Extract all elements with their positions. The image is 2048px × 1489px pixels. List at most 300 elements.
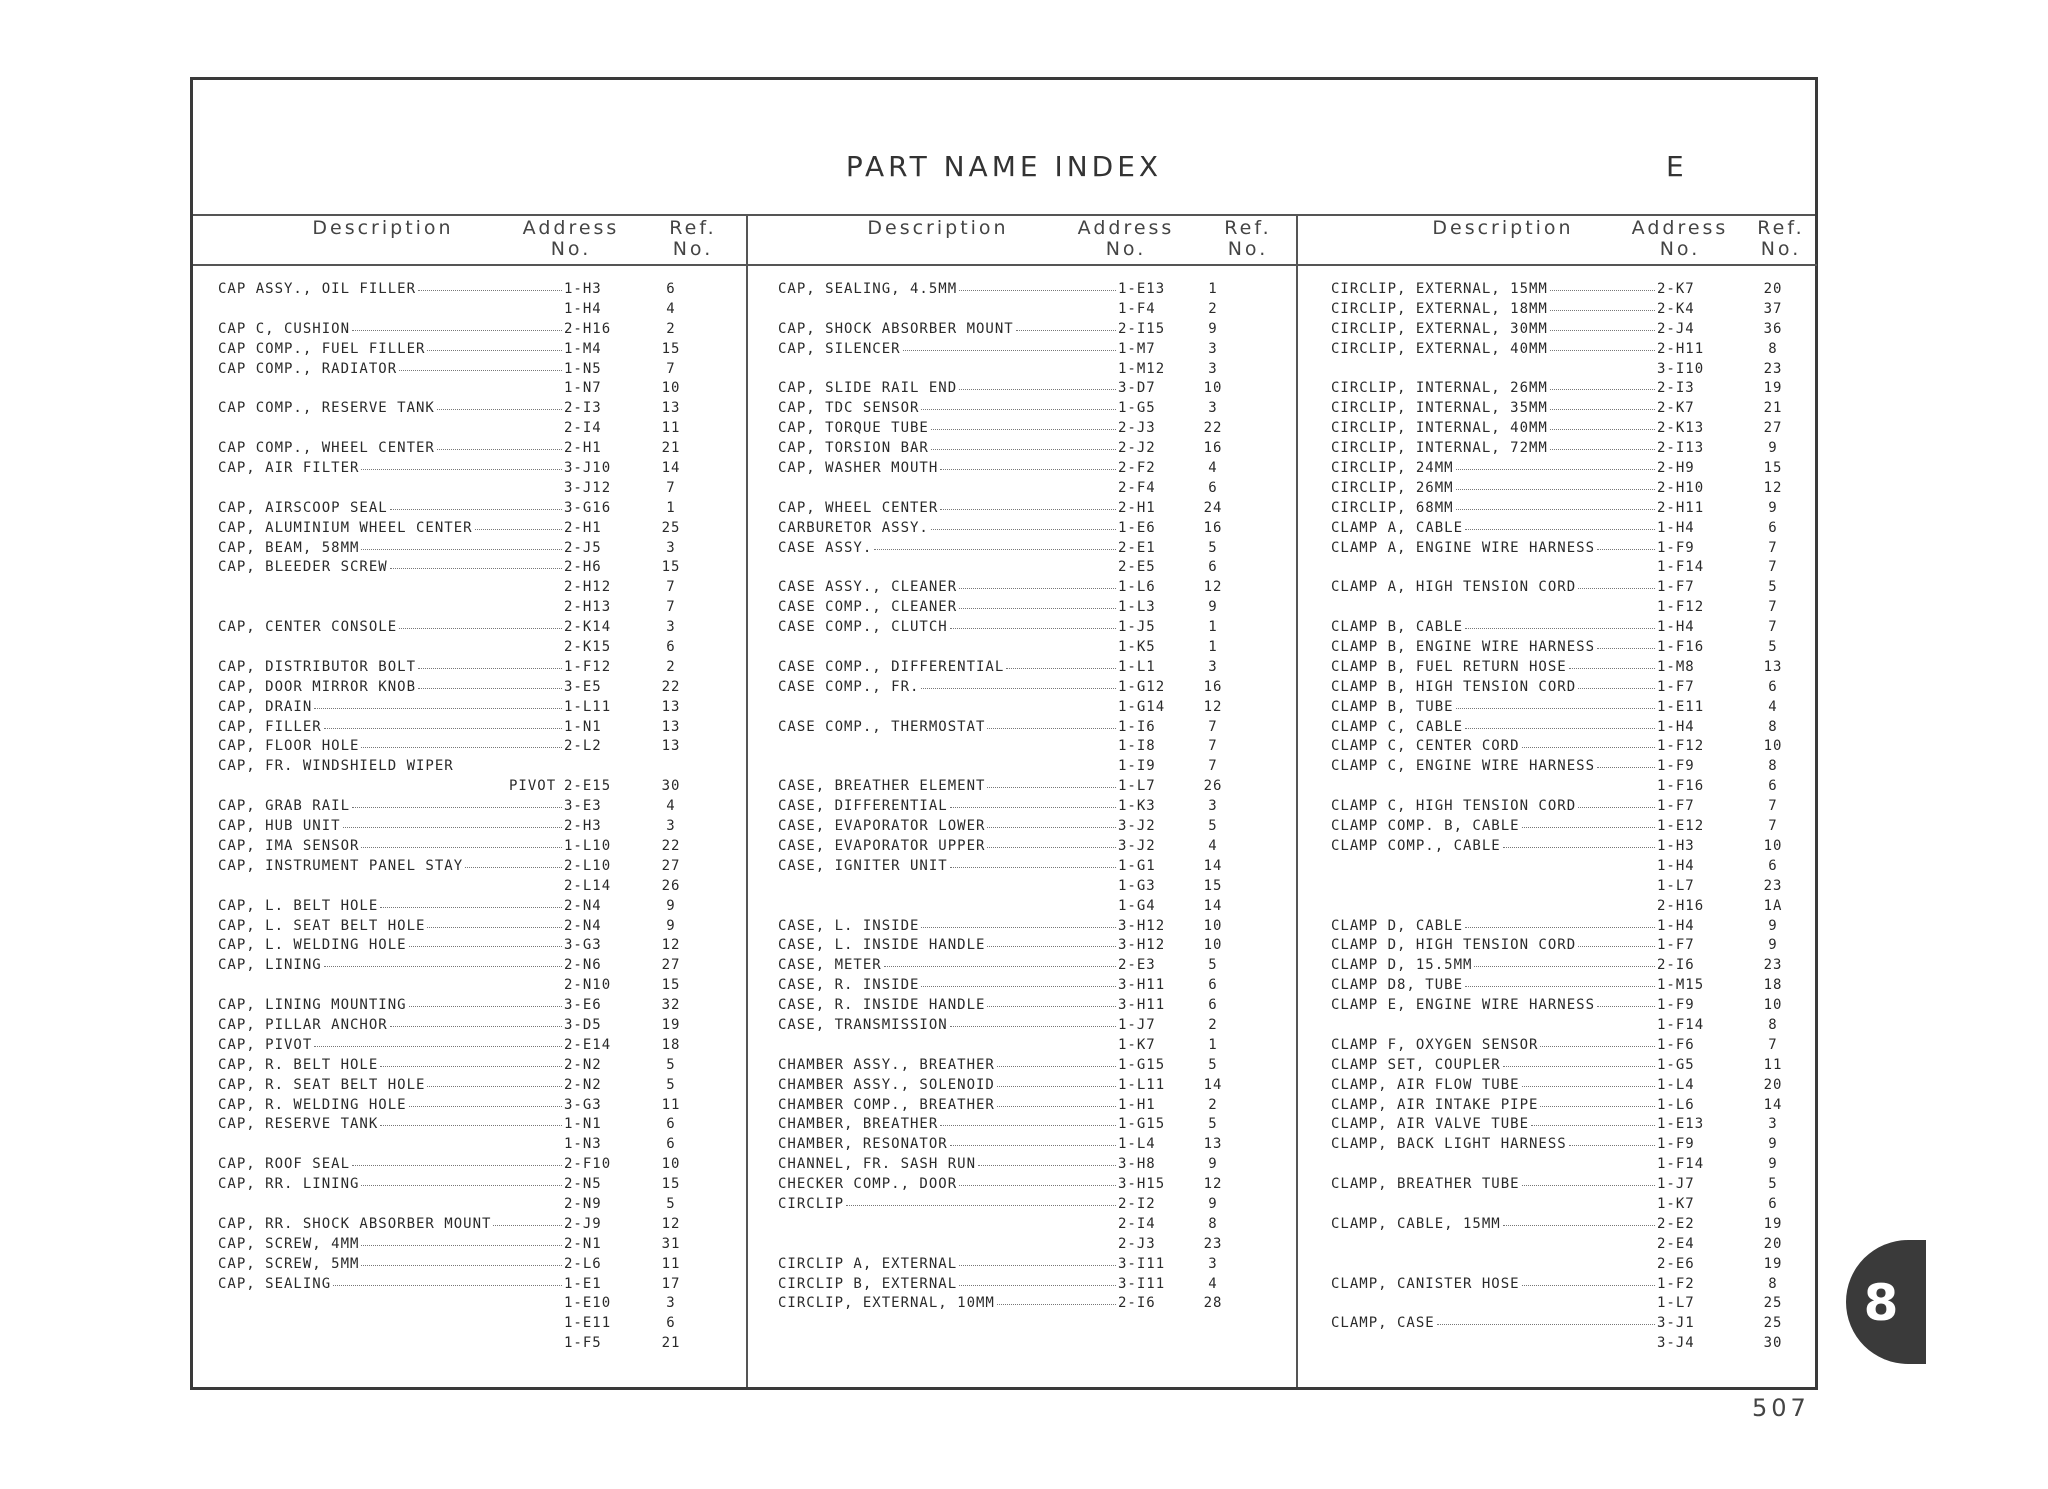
part-description: CAP ASSY., OIL FILLER: [218, 281, 417, 297]
address-number: 1-G12: [1118, 678, 1166, 695]
index-row: [1298, 857, 1817, 877]
index-row: [1298, 996, 1817, 1016]
ref-number: 9: [666, 897, 676, 914]
index-row: [193, 638, 746, 658]
index-row: [748, 737, 1298, 757]
part-description: CHAMBER ASSY., BREATHER: [778, 1056, 995, 1073]
index-row: [193, 479, 746, 499]
address-number: 1-F7: [1657, 798, 1695, 815]
part-description: CIRCLIP: [778, 1195, 845, 1212]
ref-number: 15: [1763, 460, 1783, 477]
index-row: [1298, 1215, 1817, 1235]
ref-number: 37: [1763, 300, 1783, 317]
address-number: 3-H8: [1118, 1156, 1156, 1173]
ref-number: 2: [666, 320, 676, 337]
ref-number: 9: [1208, 1156, 1218, 1173]
dot-leader: [959, 1265, 1116, 1266]
dot-leader: [390, 1026, 562, 1027]
dot-leader: [1550, 409, 1655, 410]
dot-leader: [1550, 389, 1655, 390]
dot-leader: [940, 469, 1116, 470]
part-description: CASE, IGNITER UNIT: [778, 857, 948, 874]
index-row: [748, 479, 1298, 499]
part-description: CLAMP B, TUBE: [1331, 698, 1454, 715]
address-number: 1-L6: [1657, 1096, 1695, 1113]
ref-header: Ref. No.: [1224, 217, 1272, 260]
part-description: CLAMP C, CABLE: [1331, 718, 1464, 735]
address-number: 2-E14: [564, 1036, 612, 1053]
ref-number: 20: [1763, 1235, 1783, 1252]
part-description: CAP, SHOCK ABSORBER MOUNT: [778, 320, 1014, 337]
address-number: 1-L4: [1657, 1076, 1695, 1093]
ref-number: 28: [1203, 1295, 1223, 1312]
ref-number: 5: [1208, 957, 1218, 974]
address-number: 1-K7: [1657, 1195, 1695, 1212]
index-row: [193, 1115, 746, 1135]
address-number: 2-E3: [1118, 957, 1156, 974]
address-number: 1-F9: [1657, 539, 1695, 556]
address-number: 1-G15: [1118, 1056, 1166, 1073]
ref-number: 27: [1763, 420, 1783, 437]
ref-number: 9: [1208, 599, 1218, 616]
address-number: 1-G15: [1118, 1116, 1166, 1133]
dot-leader: [1456, 489, 1655, 490]
ref-number: 19: [661, 1016, 681, 1033]
description-header: Description: [867, 217, 1009, 239]
ref-number: 10: [661, 1156, 681, 1173]
dot-leader: [978, 1165, 1116, 1166]
dot-leader: [1522, 827, 1655, 828]
ref-number: 19: [1763, 1215, 1783, 1232]
dot-leader: [427, 1086, 562, 1087]
index-row: [748, 976, 1298, 996]
part-description: CASE COMP., CLUTCH: [778, 619, 948, 636]
address-number: 1-F16: [1657, 778, 1705, 795]
address-number: 1-L4: [1118, 1136, 1156, 1153]
address-number: 1-I9: [1118, 758, 1156, 775]
part-description: CLAMP B, ENGINE WIRE HARNESS: [1331, 639, 1596, 656]
ref-number: 13: [1763, 658, 1783, 675]
index-row: [1298, 419, 1817, 439]
ref-number: 7: [1768, 539, 1778, 556]
address-number: 2-E1: [1118, 539, 1156, 556]
index-row: [193, 578, 746, 598]
address-number: 2-H16: [564, 320, 612, 337]
index-row: [193, 698, 746, 718]
part-description: CAP, TDC SENSOR: [778, 400, 920, 417]
address-number: 1-J7: [1118, 1016, 1156, 1033]
ref-number: 5: [1768, 1176, 1778, 1193]
ref-number: 3: [1208, 658, 1218, 675]
ref-number: 3: [666, 1295, 676, 1312]
dot-leader: [1550, 350, 1655, 351]
index-row: [1298, 1255, 1817, 1275]
dot-leader: [1578, 588, 1655, 589]
part-description: CAP, IMA SENSOR: [218, 837, 360, 854]
index-row: [748, 499, 1298, 519]
part-description: CASE ASSY.: [778, 539, 873, 556]
ref-number: 9: [1768, 917, 1778, 934]
ref-number: 13: [661, 698, 681, 715]
index-row: [748, 539, 1298, 559]
address-number: 3-E5: [564, 678, 602, 695]
ref-number: 9: [1768, 1156, 1778, 1173]
address-number: 1-F14: [1657, 1016, 1705, 1033]
part-description: CLAMP D, HIGH TENSION CORD: [1331, 937, 1577, 954]
part-description: CAP COMP., FUEL FILLER: [218, 340, 426, 357]
dot-leader: [1550, 290, 1655, 291]
address-number: 1-E12: [1657, 818, 1705, 835]
index-row: [1298, 817, 1817, 837]
index-row: [193, 300, 746, 320]
ref-number: 17: [661, 1275, 681, 1292]
part-description: CAP, ROOF SEAL: [218, 1156, 351, 1173]
address-number: 1-F16: [1657, 639, 1705, 656]
index-row: [193, 1294, 746, 1314]
part-description: CLAMP, BACK LIGHT HARNESS: [1331, 1136, 1567, 1153]
ref-number: 25: [1763, 1315, 1783, 1332]
dot-leader: [1456, 708, 1655, 709]
ref-number: 36: [1763, 320, 1783, 337]
index-row: [193, 1076, 746, 1096]
address-number: 2-N2: [564, 1076, 602, 1093]
dot-leader: [399, 628, 562, 629]
ref-number: 9: [1208, 1195, 1218, 1212]
ref-number: 12: [1203, 698, 1223, 715]
index-row: [748, 1195, 1298, 1215]
address-number: 2-I4: [564, 420, 602, 437]
dot-leader: [333, 1285, 562, 1286]
dot-leader: [1465, 927, 1655, 928]
ref-number: 4: [1208, 460, 1218, 477]
dot-leader: [959, 608, 1116, 609]
dot-leader: [921, 409, 1116, 410]
part-description: CIRCLIP, 26MM: [1331, 479, 1454, 496]
index-row: [193, 1215, 746, 1235]
dot-leader: [921, 688, 1116, 689]
part-description: CAP, L. BELT HOLE: [218, 897, 379, 914]
dot-leader: [1540, 1106, 1655, 1107]
ref-number: 11: [661, 420, 681, 437]
address-number: 2-H1: [564, 519, 602, 536]
index-row: [1298, 379, 1817, 399]
dot-leader: [959, 1185, 1116, 1186]
ref-number: 8: [1208, 1215, 1218, 1232]
address-number: 1-E1: [564, 1275, 602, 1292]
part-description: CAP, AIRSCOOP SEAL: [218, 499, 388, 516]
ref-number: 10: [1763, 738, 1783, 755]
part-description: CAP, SILENCER: [778, 340, 901, 357]
address-number: 3-J2: [1118, 837, 1156, 854]
part-description: CAP, R. SEAT BELT HOLE: [218, 1076, 426, 1093]
address-number: 1-H4: [1657, 917, 1695, 934]
address-number: 3-J4: [1657, 1335, 1695, 1352]
ref-number: 6: [1768, 678, 1778, 695]
part-description: CAP, PILLAR ANCHOR: [218, 1016, 388, 1033]
ref-number: 5: [1208, 1116, 1218, 1133]
page-number: 507: [1752, 1394, 1810, 1422]
dot-leader: [884, 966, 1116, 967]
part-description: CASE COMP., CLEANER: [778, 599, 958, 616]
dot-leader: [846, 1205, 1116, 1206]
address-number: 1-F9: [1657, 758, 1695, 775]
index-row: [193, 897, 746, 917]
address-number: 1-M15: [1657, 977, 1705, 994]
ref-number: 7: [666, 360, 676, 377]
ref-number: 19: [1763, 1255, 1783, 1272]
index-row: [1298, 1314, 1817, 1334]
ref-number: 8: [1768, 718, 1778, 735]
ref-number: 4: [1208, 1275, 1218, 1292]
ref-number: 13: [661, 738, 681, 755]
ref-number: 23: [1763, 360, 1783, 377]
ref-number: 5: [1768, 579, 1778, 596]
part-description: CAP, SCREW, 4MM: [218, 1235, 360, 1252]
ref-number: 12: [1203, 579, 1223, 596]
index-row: [1298, 837, 1817, 857]
address-number: 1-L3: [1118, 599, 1156, 616]
ref-number: 14: [1763, 1096, 1783, 1113]
ref-number: 13: [661, 400, 681, 417]
part-description: CIRCLIP, EXTERNAL, 40MM: [1331, 340, 1548, 357]
ref-number: 8: [1768, 340, 1778, 357]
address-number: 2-H11: [1657, 499, 1705, 516]
address-number: 2-N5: [564, 1176, 602, 1193]
address-number: 2-K15: [564, 639, 612, 656]
dot-leader: [1465, 529, 1655, 530]
index-row: [1298, 1195, 1817, 1215]
index-row: [1298, 1155, 1817, 1175]
part-description-continued: PIVOT: [509, 778, 557, 795]
ref-number: 7: [1208, 758, 1218, 775]
part-description: CAP C, CUSHION: [218, 320, 351, 337]
dot-leader: [1569, 1145, 1655, 1146]
address-number: 1-F2: [1657, 1275, 1695, 1292]
part-description: CAP, BEAM, 58MM: [218, 539, 360, 556]
part-description: CLAMP A, HIGH TENSION CORD: [1331, 579, 1577, 596]
part-description: CAP, SCREW, 5MM: [218, 1255, 360, 1272]
address-number: 2-F2: [1118, 460, 1156, 477]
index-row: [1298, 499, 1817, 519]
index-row: [748, 777, 1298, 797]
index-row: [748, 956, 1298, 976]
ref-number: 1: [1208, 619, 1218, 636]
ref-number: 7: [1768, 818, 1778, 835]
address-number: 1-M4: [564, 340, 602, 357]
dot-leader: [987, 946, 1116, 947]
address-header: Address No.: [522, 217, 620, 260]
ref-number: 9: [666, 917, 676, 934]
index-row: [1298, 1115, 1817, 1135]
ref-number: 27: [661, 957, 681, 974]
address-number: 1-L10: [564, 837, 612, 854]
index-row: [193, 1175, 746, 1195]
part-description: CIRCLIP, 24MM: [1331, 460, 1454, 477]
dot-leader: [987, 728, 1116, 729]
dot-leader: [1550, 330, 1655, 331]
index-row: [748, 519, 1298, 539]
dot-leader: [997, 1106, 1116, 1107]
index-row: [1298, 1294, 1817, 1314]
index-row: [1298, 678, 1817, 698]
address-number: 3-H12: [1118, 917, 1166, 934]
dot-leader: [959, 1285, 1116, 1286]
part-description: CHAMBER COMP., BREATHER: [778, 1096, 995, 1113]
dot-leader: [1578, 946, 1655, 947]
address-number: 1-F14: [1657, 559, 1705, 576]
address-number: 2-I4: [1118, 1215, 1156, 1232]
address-number: 1-N5: [564, 360, 602, 377]
dot-leader: [1503, 847, 1655, 848]
ref-number: 5: [1208, 539, 1218, 556]
index-row: [1298, 578, 1817, 598]
part-description: CASE, METER: [778, 957, 882, 974]
address-number: 3-E3: [564, 798, 602, 815]
address-number: 1-H4: [1657, 857, 1695, 874]
index-row: [193, 956, 746, 976]
ref-number: 5: [666, 1076, 676, 1093]
page-title: PART NAME INDEX: [845, 150, 1163, 183]
address-number: 3-I11: [1118, 1275, 1166, 1292]
address-number: 1-M12: [1118, 360, 1166, 377]
address-number: 1-E10: [564, 1295, 612, 1312]
dot-leader: [987, 847, 1116, 848]
index-row: [193, 439, 746, 459]
index-row: [748, 280, 1298, 300]
section-tab: [1846, 1240, 1926, 1364]
part-description: CASE, EVAPORATOR LOWER: [778, 818, 986, 835]
address-number: 1-E13: [1118, 281, 1166, 297]
index-row: [1298, 737, 1817, 757]
address-number: 2-N9: [564, 1195, 602, 1212]
ref-number: 12: [1203, 1176, 1223, 1193]
ref-number: 22: [661, 837, 681, 854]
ref-number: 4: [666, 300, 676, 317]
ref-number: 9: [1768, 499, 1778, 516]
address-number: 2-N4: [564, 917, 602, 934]
section-tab-number: 8: [1863, 1274, 1899, 1332]
part-description: CAP, TORQUE TUBE: [778, 420, 929, 437]
part-description: CLAMP D, 15.5MM: [1331, 957, 1473, 974]
address-number: 1-F7: [1657, 678, 1695, 695]
index-row: [748, 459, 1298, 479]
index-row: [193, 777, 746, 797]
ref-number: 22: [1203, 420, 1223, 437]
ref-number: 4: [666, 798, 676, 815]
ref-number: 3: [666, 619, 676, 636]
part-description: CLAMP COMP. B, CABLE: [1331, 818, 1520, 835]
index-row: [748, 857, 1298, 877]
index-row: [193, 459, 746, 479]
dot-leader: [931, 449, 1116, 450]
ref-number: 14: [1203, 857, 1223, 874]
ref-number: 3: [1208, 400, 1218, 417]
index-row: [748, 897, 1298, 917]
dot-leader: [987, 1006, 1116, 1007]
index-row: [1298, 618, 1817, 638]
index-row: [193, 320, 746, 340]
part-description: CAP, FILLER: [218, 718, 322, 735]
index-row: [748, 1056, 1298, 1076]
address-number: 2-E15: [564, 778, 612, 795]
index-row: [193, 1056, 746, 1076]
part-description: CLAMP B, CABLE: [1331, 619, 1464, 636]
index-row: [1298, 1235, 1817, 1255]
address-number: 1-F12: [1657, 599, 1705, 616]
dot-leader: [418, 290, 562, 291]
part-description: CASE, TRANSMISSION: [778, 1016, 948, 1033]
ref-number: 3: [1208, 1255, 1218, 1272]
index-row: [1298, 877, 1817, 897]
ref-number: 10: [1203, 917, 1223, 934]
index-row: [748, 1294, 1298, 1314]
dot-leader: [475, 529, 562, 530]
description-header: Description: [1432, 217, 1574, 239]
index-row: [748, 718, 1298, 738]
dot-leader: [1503, 1225, 1655, 1226]
ref-number: 14: [1203, 1076, 1223, 1093]
index-row: [193, 1255, 746, 1275]
ref-number: 6: [666, 639, 676, 656]
ref-number: 3: [666, 818, 676, 835]
address-number: 3-J2: [1118, 818, 1156, 835]
part-description: CLAMP, CANISTER HOSE: [1331, 1275, 1520, 1292]
dot-leader: [1578, 688, 1655, 689]
ref-number: 14: [1203, 897, 1223, 914]
index-row: [1298, 936, 1817, 956]
index-column-3: [1296, 216, 1817, 1387]
column-header: [1298, 216, 1817, 266]
ref-number: 4: [1208, 837, 1218, 854]
address-number: 1-H4: [1657, 519, 1695, 536]
ref-number: 1: [1208, 281, 1218, 297]
index-row: [748, 1096, 1298, 1116]
dot-leader: [940, 509, 1116, 510]
address-number: 3-G16: [564, 499, 612, 516]
part-description: CAP, RR. LINING: [218, 1176, 360, 1193]
index-row: [193, 1016, 746, 1036]
ref-number: 12: [661, 937, 681, 954]
index-row: [748, 638, 1298, 658]
address-number: 2-L6: [564, 1255, 602, 1272]
dot-leader: [437, 409, 562, 410]
dot-leader: [997, 1066, 1116, 1067]
ref-number: 7: [666, 479, 676, 496]
ref-number: 7: [1768, 559, 1778, 576]
address-number: 1-N1: [564, 1116, 602, 1133]
address-number: 1-L6: [1118, 579, 1156, 596]
ref-number: 2: [1208, 300, 1218, 317]
part-description: CLAMP F, OXYGEN SENSOR: [1331, 1036, 1539, 1053]
index-row: [1298, 558, 1817, 578]
part-description: CAP, TORSION BAR: [778, 440, 929, 457]
ref-number: 9: [1768, 1136, 1778, 1153]
index-row: [1298, 718, 1817, 738]
index-row: [193, 598, 746, 618]
dot-leader: [418, 688, 562, 689]
index-row: [193, 340, 746, 360]
address-number: 2-F10: [564, 1156, 612, 1173]
dot-leader: [1522, 1086, 1655, 1087]
part-description: CAP, R. WELDING HOLE: [218, 1096, 407, 1113]
dot-leader: [343, 827, 562, 828]
ref-number: 1: [666, 499, 676, 516]
address-number: 3-J10: [564, 460, 612, 477]
index-row: [193, 996, 746, 1016]
address-number: 3-D5: [564, 1016, 602, 1033]
dot-leader: [361, 549, 562, 550]
address-number: 1-K7: [1118, 1036, 1156, 1053]
